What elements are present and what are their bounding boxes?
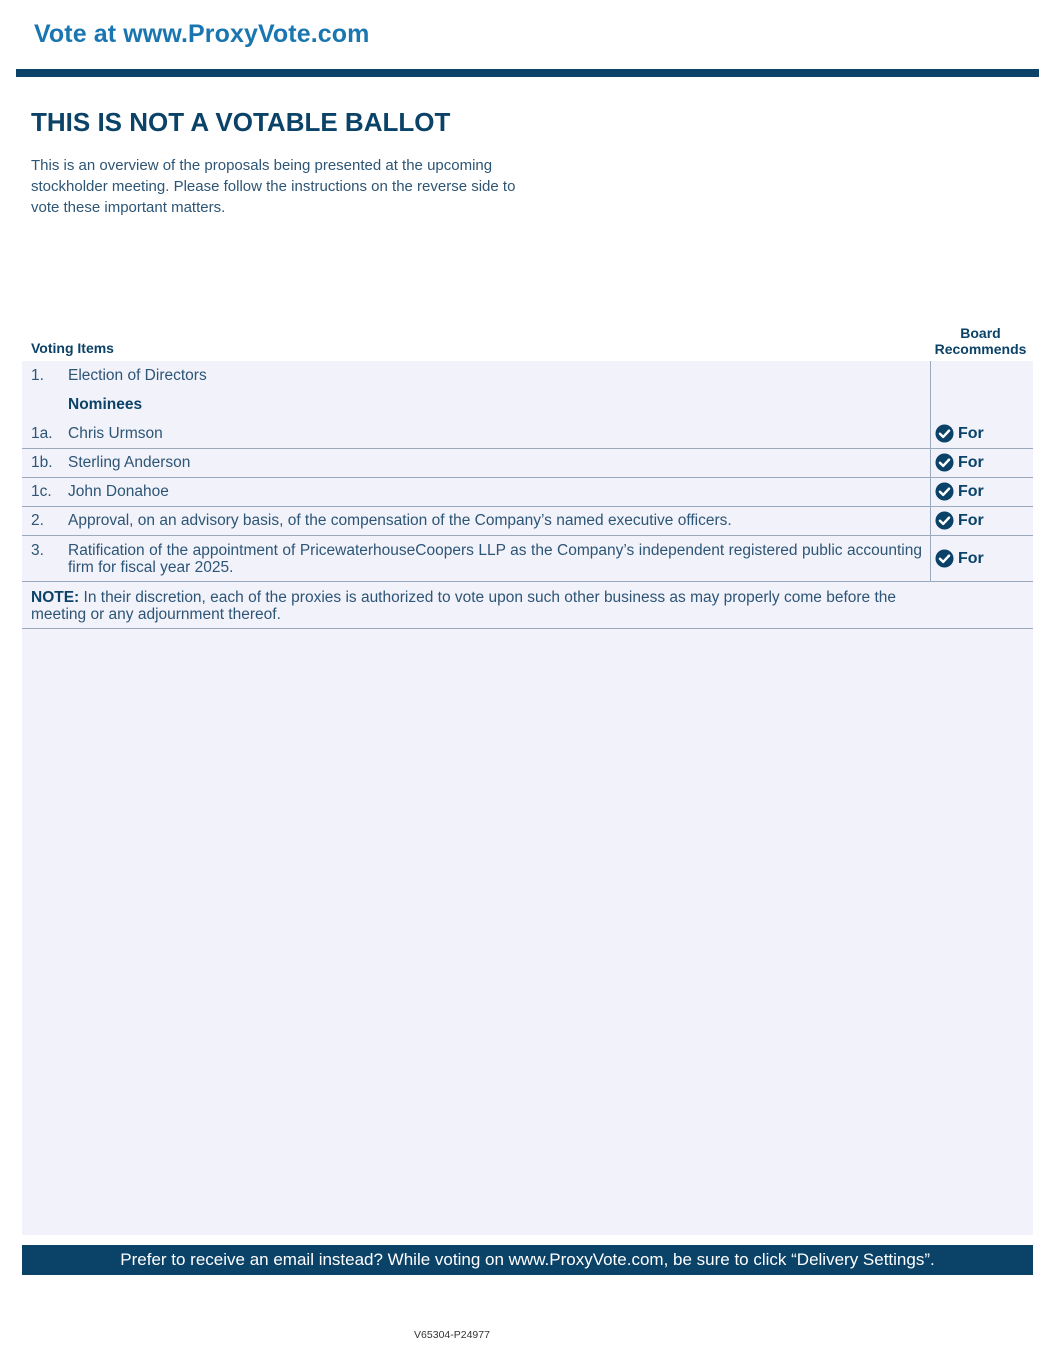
recommendation-label: For xyxy=(958,424,984,442)
voting-items-panel xyxy=(22,361,1033,1235)
item-number: 1. xyxy=(31,367,44,384)
item-text: Ratification of the appointment of PricewaterhouseCoopers LLP as the Company’s independent registered public accounting firm for fiscal year 2025. xyxy=(68,542,922,576)
recommendation-label: For xyxy=(958,511,984,529)
column-divider xyxy=(930,361,931,582)
recommendation xyxy=(935,453,984,472)
recommendation-label: For xyxy=(958,482,984,500)
email-delivery-banner: Prefer to receive an email instead? While voting on www.ProxyVote.com, be sure to click “Delivery Settings”. xyxy=(22,1245,1033,1275)
item-number: 1a. xyxy=(31,425,53,442)
row-divider xyxy=(22,535,1033,536)
check-circle-icon xyxy=(935,453,954,472)
item-number: 1c. xyxy=(31,483,52,500)
check-circle-icon xyxy=(935,511,954,530)
item-text: Sterling Anderson xyxy=(68,454,191,471)
row-divider xyxy=(22,628,1033,629)
recommendation xyxy=(935,549,984,568)
ballot-title: THIS IS NOT A VOTABLE BALLOT xyxy=(31,107,451,137)
item-number: 2. xyxy=(31,512,44,529)
recommendation-label: For xyxy=(958,453,984,471)
note-label: NOTE: xyxy=(31,589,80,606)
item-text: Chris Urmson xyxy=(68,425,163,442)
column-header-line1: Board xyxy=(960,325,1001,341)
row-divider xyxy=(22,581,1033,582)
ballot-intro: This is an overview of the proposals being presented at the upcoming stockholder meeting. Please follow the instructions on the reverse side to vote these important matters. xyxy=(31,157,516,216)
recommendation-label: For xyxy=(958,549,984,567)
column-header-board-recommends xyxy=(928,325,1033,357)
item-number: 1b. xyxy=(31,454,53,471)
check-circle-icon xyxy=(935,549,954,568)
row-divider xyxy=(22,448,1033,449)
note-text: In their discretion, each of the proxies is authorized to vote upon such other business as may properly come before the meeting or any adjournment thereof. xyxy=(31,589,897,623)
recommendation xyxy=(935,482,984,501)
item-number: 3. xyxy=(31,542,44,559)
header-title: Vote at www.ProxyVote.com xyxy=(34,20,370,48)
document-code: V65304-P24977 xyxy=(414,1329,490,1341)
recommendation xyxy=(935,424,984,443)
check-circle-icon xyxy=(935,482,954,501)
nominees-heading: Nominees xyxy=(68,396,143,413)
item-text: Approval, on an advisory basis, of the compensation of the Company’s named executive officers. xyxy=(68,512,732,529)
item-text: John Donahoe xyxy=(68,483,169,500)
row-divider xyxy=(22,477,1033,478)
column-header-line2: Recommends xyxy=(934,341,1027,357)
item-text: Election of Directors xyxy=(68,367,207,384)
row-divider xyxy=(22,506,1033,507)
note xyxy=(31,589,926,623)
header-divider xyxy=(16,69,1039,77)
check-circle-icon xyxy=(935,424,954,443)
recommendation xyxy=(935,511,984,530)
column-header-voting-items: Voting Items xyxy=(31,340,114,356)
